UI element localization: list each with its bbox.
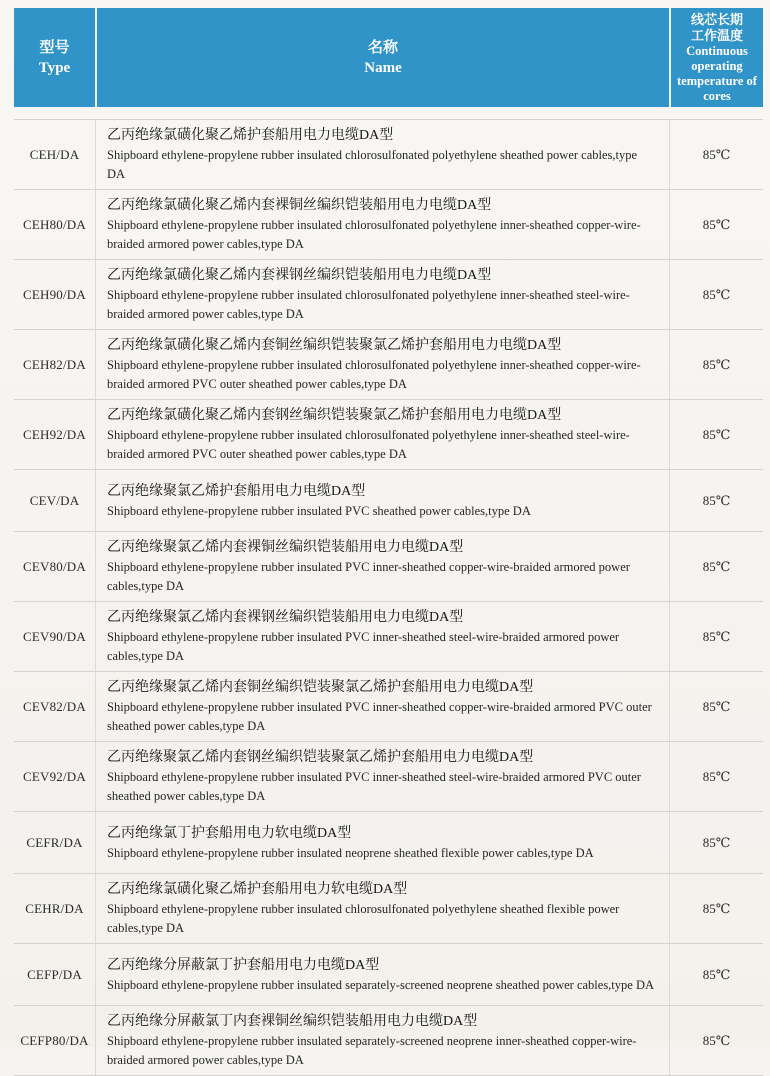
cable-name-zh: 乙丙绝缘氯磺化聚乙烯内套裸铜丝编织铠装船用电力电缆DA型 bbox=[107, 198, 492, 213]
cable-name-zh: 乙丙绝缘分屏蔽氯丁护套船用电力电缆DA型 bbox=[107, 957, 380, 973]
cable-type-code: CEV92/DA bbox=[23, 768, 86, 784]
cable-name-cell bbox=[95, 944, 670, 1005]
cable-type-code: CEFR/DA bbox=[26, 834, 83, 850]
header-name-en: Name bbox=[364, 59, 402, 76]
table-row bbox=[14, 874, 763, 944]
cable-type-code: CEV90/DA bbox=[23, 628, 86, 644]
cable-name-zh: 乙丙绝缘分屏蔽氯丁内套裸铜丝编织铠装船用电力电缆DA型 bbox=[107, 1014, 478, 1029]
cable-name-cell bbox=[95, 602, 670, 671]
cable-name-en: Shipboard ethylene-propylene rubber insulated PVC inner-sheathed steel-wire-braided armored power cables,type DA bbox=[107, 630, 620, 663]
cable-name-en: Shipboard ethylene-propylene rubber insulated chlorosulfonated polyethylene sheathed flexible power cables,type DA bbox=[107, 902, 620, 935]
table-row bbox=[14, 470, 763, 532]
cable-type-code: CEH82/DA bbox=[23, 356, 86, 372]
cable-type-code: CEV82/DA bbox=[23, 698, 86, 714]
temperature-value: 85℃ bbox=[702, 558, 731, 574]
cable-name-zh: 乙丙绝缘聚氯乙烯内套裸钢丝编织铠装船用电力电缆DA型 bbox=[107, 610, 464, 625]
cable-name-en: Shipboard ethylene-propylene rubber insulated PVC inner-sheathed copper-wire-braided armored power cables,type DA bbox=[107, 560, 630, 593]
temperature-value: 85℃ bbox=[702, 216, 731, 232]
cable-name-en: Shipboard ethylene-propylene rubber insulated separately-screened neoprene sheathed power cables,type DA bbox=[107, 977, 655, 992]
cable-name-zh: 乙丙绝缘聚氯乙烯护套船用电力电缆DA型 bbox=[107, 483, 366, 499]
cable-table bbox=[14, 8, 763, 1076]
table-row bbox=[14, 944, 763, 1006]
temperature-value: 85℃ bbox=[702, 1032, 731, 1048]
temperature-value: 85℃ bbox=[702, 426, 731, 442]
cable-type-code: CEH80/DA bbox=[23, 216, 86, 232]
temperature-value: 85℃ bbox=[702, 286, 731, 302]
cable-name-zh: 乙丙绝缘氯磺化聚乙烯内套铜丝编织铠装聚氯乙烯护套船用电力电缆DA型 bbox=[107, 338, 562, 353]
cable-name-cell bbox=[95, 742, 670, 811]
cable-name-cell bbox=[95, 400, 670, 469]
table-row bbox=[14, 812, 763, 874]
cable-name-zh: 乙丙绝缘氯磺化聚乙烯护套船用电力软电缆DA型 bbox=[107, 882, 408, 897]
cable-name-cell bbox=[95, 672, 670, 741]
cable-name-en: Shipboard ethylene-propylene rubber insulated PVC sheathed power cables,type DA bbox=[107, 503, 531, 518]
table-row bbox=[14, 330, 763, 400]
cable-name-cell bbox=[95, 470, 670, 531]
header-type-en: Type bbox=[38, 59, 71, 76]
temperature-value: 85℃ bbox=[702, 356, 731, 372]
header-name-zh: 名称 bbox=[367, 39, 398, 56]
cable-name-en: Shipboard ethylene-propylene rubber insulated chlorosulfonated polyethylene sheathed power cables,type DA bbox=[107, 148, 638, 181]
cable-type-code: CEV/DA bbox=[29, 492, 80, 508]
header-temp-en: Continuous operating temperature of cores bbox=[677, 43, 757, 103]
table-row bbox=[14, 532, 763, 602]
header-type-zh: 型号 bbox=[39, 39, 70, 56]
table-row bbox=[14, 120, 763, 190]
header-type-column bbox=[14, 8, 95, 107]
temperature-value: 85℃ bbox=[702, 698, 731, 714]
cable-name-zh: 乙丙绝缘聚氯乙烯内套铜丝编织铠装聚氯乙烯护套船用电力电缆DA型 bbox=[107, 680, 534, 695]
cable-name-cell bbox=[95, 260, 670, 329]
table-body bbox=[14, 119, 763, 1076]
cable-name-en: Shipboard ethylene-propylene rubber insulated neoprene sheathed flexible power cables,type DA bbox=[107, 845, 594, 860]
cable-name-en: Shipboard ethylene-propylene rubber insulated chlorosulfonated polyethylene inner-sheathed copper-wire-braided armored power cables,type DA bbox=[107, 218, 641, 251]
table-row bbox=[14, 190, 763, 260]
cable-name-zh: 乙丙绝缘氯丁护套船用电力软电缆DA型 bbox=[107, 825, 352, 841]
cable-type-code: CEH92/DA bbox=[23, 426, 86, 442]
cable-name-zh: 乙丙绝缘氯磺化聚乙烯内套钢丝编织铠装聚氯乙烯护套船用电力电缆DA型 bbox=[107, 408, 562, 423]
temperature-value: 85℃ bbox=[702, 492, 731, 508]
cable-type-code: CEH90/DA bbox=[23, 286, 86, 302]
cable-name-en: Shipboard ethylene-propylene rubber insulated chlorosulfonated polyethylene inner-sheathed steel-wire-braided armored PVC outer sheathed power cables,type DA bbox=[107, 428, 630, 461]
cable-name-zh: 乙丙绝缘氯磺化聚乙烯护套船用电力电缆DA型 bbox=[107, 128, 394, 143]
cable-name-cell bbox=[95, 874, 670, 943]
cable-name-en: Shipboard ethylene-propylene rubber insulated chlorosulfonated polyethylene inner-sheathed copper-wire-braided armored PVC outer sheathed power cables,type DA bbox=[107, 358, 641, 391]
cable-name-en: Shipboard ethylene-propylene rubber insulated separately-screened neoprene inner-sheathed copper-wire-braided armored power cables,type DA bbox=[107, 1034, 637, 1067]
table-row bbox=[14, 1006, 763, 1076]
cable-name-en: Shipboard ethylene-propylene rubber insulated PVC inner-sheathed steel-wire-braided armored PVC outer sheathed power cables,type DA bbox=[107, 770, 641, 803]
cable-name-cell bbox=[95, 190, 670, 259]
table-header bbox=[14, 8, 763, 107]
temperature-value: 85℃ bbox=[702, 966, 731, 982]
cable-type-code: CEFP80/DA bbox=[20, 1032, 89, 1048]
cable-name-en: Shipboard ethylene-propylene rubber insulated chlorosulfonated polyethylene inner-sheathed steel-wire-braided armored power cables,type DA bbox=[107, 288, 630, 321]
cable-name-zh: 乙丙绝缘聚氯乙烯内套钢丝编织铠装聚氯乙烯护套船用电力电缆DA型 bbox=[107, 750, 534, 765]
header-temp-zh-line1: 线芯长期 bbox=[690, 11, 743, 27]
table-row bbox=[14, 260, 763, 330]
cable-name-cell bbox=[95, 120, 670, 189]
cable-name-cell bbox=[95, 330, 670, 399]
temperature-value: 85℃ bbox=[702, 834, 731, 850]
temperature-value: 85℃ bbox=[702, 900, 731, 916]
cable-type-code: CEV80/DA bbox=[23, 558, 86, 574]
temperature-value: 85℃ bbox=[702, 628, 731, 644]
cable-name-en: Shipboard ethylene-propylene rubber insulated PVC inner-sheathed copper-wire-braided armored PVC outer sheathed power cables,type DA bbox=[107, 700, 652, 733]
temperature-value: 85℃ bbox=[702, 768, 731, 784]
header-name-column bbox=[95, 8, 669, 107]
temperature-value: 85℃ bbox=[702, 146, 731, 162]
table-row bbox=[14, 602, 763, 672]
cable-type-code: CEFP/DA bbox=[27, 966, 82, 982]
table-row bbox=[14, 400, 763, 470]
cable-name-cell bbox=[95, 532, 670, 601]
cable-name-cell bbox=[95, 812, 670, 873]
cable-name-cell bbox=[95, 1006, 670, 1075]
header-temperature-column bbox=[669, 8, 763, 107]
header-temp-zh-line2: 工作温度 bbox=[690, 27, 743, 43]
cable-name-zh: 乙丙绝缘氯磺化聚乙烯内套裸钢丝编织铠装船用电力电缆DA型 bbox=[107, 268, 492, 283]
cable-type-code: CEH/DA bbox=[29, 146, 80, 162]
table-row bbox=[14, 672, 763, 742]
cable-type-code: CEHR/DA bbox=[25, 900, 84, 916]
cable-name-zh: 乙丙绝缘聚氯乙烯内套裸铜丝编织铠装船用电力电缆DA型 bbox=[107, 540, 464, 555]
table-row bbox=[14, 742, 763, 812]
